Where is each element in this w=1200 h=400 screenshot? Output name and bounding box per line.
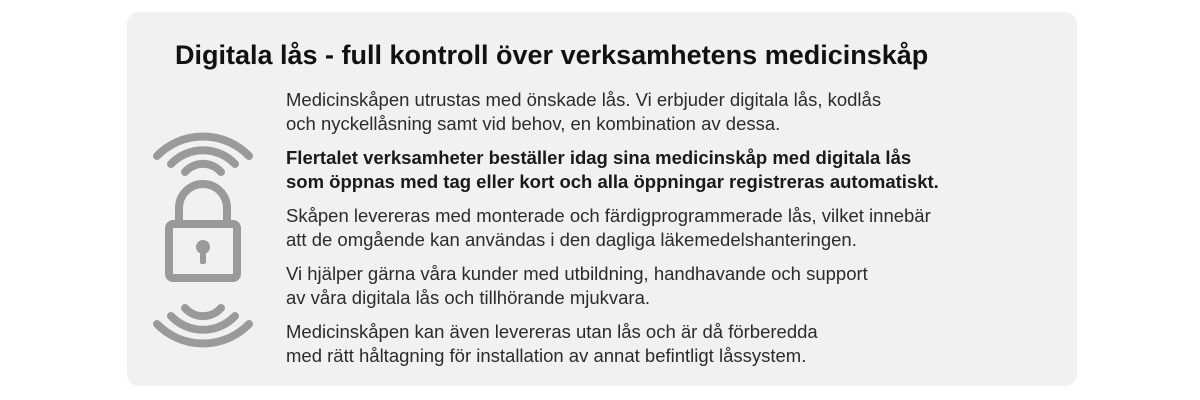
paragraph-digital-locks: Flertalet verksamheter beställer idag sina medicinskåp med digitala lås som öppnas med tag eller kort och alla öppningar registreras automatiskt. [286, 147, 939, 192]
body-text [286, 88, 1066, 378]
wireless-lock-icon [143, 104, 263, 356]
card-title: Digitala lås - full kontroll över verksamhetens medicinskåp [175, 40, 929, 70]
paragraph-locks-offered: Medicinskåpen utrustas med önskade lås. Vi erbjuder digitala lås, kodlås och nyckellåsning samt vid behov, en kombination av dessa. [286, 89, 882, 134]
paragraph-without-locks: Medicinskåpen kan även levereras utan lås och är då förberedda med rätt håltagning för installation av annat befintligt låssystem. [286, 321, 818, 366]
paragraph-delivery: Skåpen levereras med monterade och färdigprogrammerade lås, vilket innebär att de omgående kan användas i den dagliga läkemedelshanteringen. [286, 205, 931, 250]
info-card [127, 12, 1077, 386]
paragraph-support: Vi hjälper gärna våra kunder med utbildning, handhavande och support av våra digitala lås och tillhörande mjukvara. [286, 263, 868, 308]
